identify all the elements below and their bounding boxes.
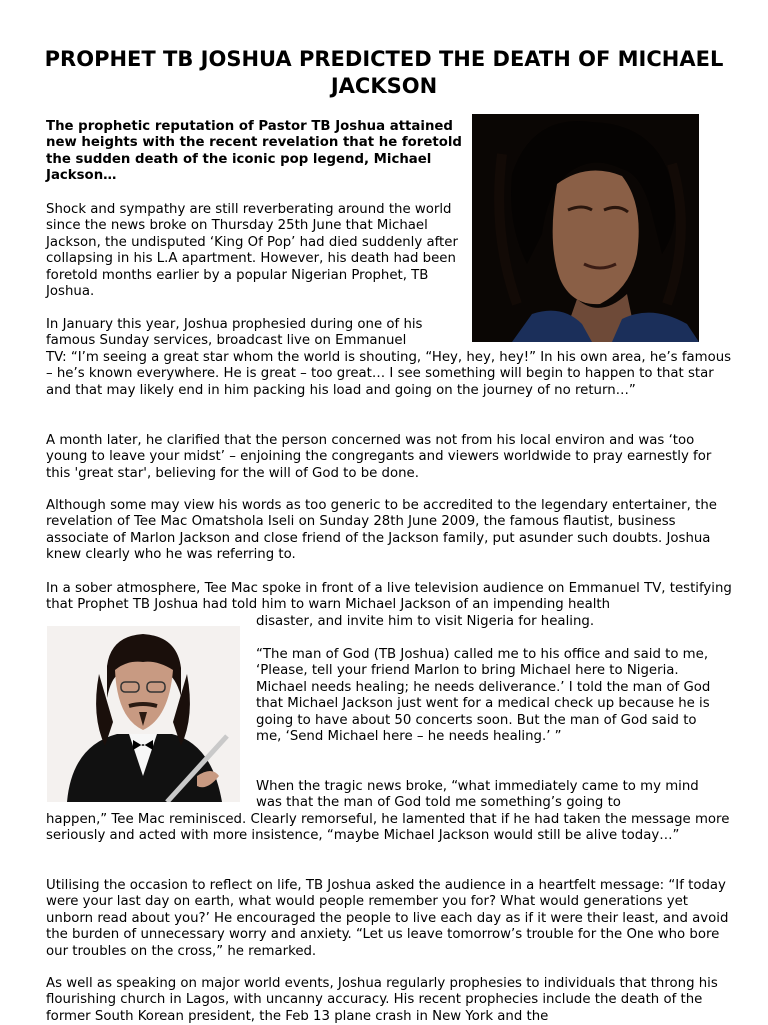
paragraph-2-part-1: In January this year, Joshua prophesied during one of his famous Sunday services, broadcast live on Emmanuel — [46, 317, 423, 349]
quote-paragraph: “The man of God (TB Joshua) called me to his office and said to me, ‘Please, tell your friend Marlon to bring Michael here to Nigeria. Michael needs healing; he needs deliverance.’ I told the man of God that Michael Jackson just went for a medical check up because he is going to have about 50 concerts soon. But the man of God said to me, ‘Send Michael here – he needs healing.’ ” — [256, 647, 711, 745]
paragraph-4: Although some may view his words as too generic to be accredited to the legendary entertainer, the revelation of Tee Mac Omatshola Iseli on Sunday 28th June 2009, the famous flautist, business associate of Marlon Jackson and close friend of the Jackson family, put asunder such doubts. Joshua knew clearly who he was referring to. — [46, 498, 717, 563]
paragraph-5: In a sober atmosphere, Tee Mac spoke in front of a live television audience on Emmanuel TV, testifying that Prophet TB Joshua had told him to warn Michael Jackson of an impending health — [46, 581, 732, 613]
paragraph-8: Utilising the occasion to reflect on life, TB Joshua asked the audience in a heartfelt message: “If today were your last day on earth, what would people remember you for? What would generations yet unborn read about you?’ He encouraged the people to live each day as if it were their least, and avoid the burden of unnecessary worry and anxiety. “Let us leave tomorrow’s trouble for the One who bore our troubles on the cross,” he remarked. — [46, 878, 729, 959]
paragraph-9: As well as speaking on major world events, Joshua regularly prophesies to individuals that throng his flourishing church in Lagos, with uncanny accuracy. His recent prophecies include the death of the former South Korean president, the Feb 13 plane crash in New York and the — [46, 976, 718, 1024]
michael-jackson-photo — [472, 114, 699, 342]
paragraph-7-part-1: When the tragic news broke, “what immediately came to my mind was that the man of God told me something’s going to — [256, 779, 699, 811]
portrait-illustration-icon — [47, 626, 240, 802]
paragraph-3: A month later, he clarified that the person concerned was not from his local environ and was ‘too young to leave your midst’ – enjoining the congregants and viewers worldwide to pray earnestly for this 'great star', believing for the will of God to be done. — [46, 433, 712, 481]
paragraph-2-part-2: TV: “I’m seeing a great star whom the world is shouting, “Hey, hey, hey!” In his own area, he’s famous – he’s known everywhere. He is great – too great… I see something will begin to happen to that star and that may likely end in him packing his load and going on the journey of no return…” — [46, 350, 732, 398]
portrait-illustration-icon — [472, 114, 699, 342]
paragraph-5-continued: disaster, and invite him to visit Nigeria for healing. — [256, 614, 595, 629]
paragraph-1: Shock and sympathy are still reverberating around the world since the news broke on Thursday 25th June that Michael Jackson, the undisputed ‘King Of Pop’ had died suddenly after collapsing in his L.A apartment. However, his death had been foretold months earlier by a popular Nigerian Prophet, TB Joshua. — [46, 202, 458, 300]
paragraph-7-part-2: happen,” Tee Mac reminisced. Clearly remorseful, he lamented that if he had taken the message more seriously and acted with more insistence, “maybe Michael Jackson would still be alive today…” — [46, 812, 730, 844]
article-title: PROPHET TB JOSHUA PREDICTED THE DEATH OF MICHAEL JACKSON — [44, 47, 724, 98]
tee-mac-photo — [47, 626, 240, 802]
lead-paragraph: The prophetic reputation of Pastor TB Joshua attained new heights with the recent revelation that he foretold the sudden death of the iconic pop legend, Michael Jackson… — [46, 119, 462, 184]
